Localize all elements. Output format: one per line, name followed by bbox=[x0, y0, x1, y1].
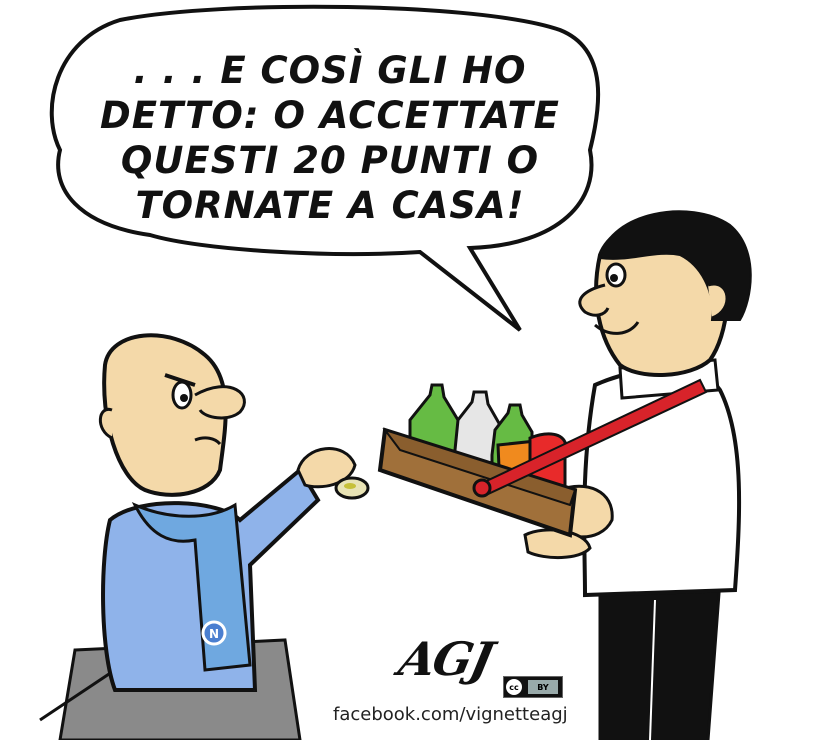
cc-mark: cc bbox=[506, 679, 522, 695]
by-mark: BY bbox=[528, 680, 558, 694]
artist-signature: AGJ bbox=[394, 632, 497, 686]
seated-man bbox=[40, 335, 368, 740]
vendor-trousers bbox=[600, 580, 720, 740]
napoli-badge-icon bbox=[203, 622, 225, 644]
speech-line-3: QUESTI 20 PUNTI O bbox=[120, 139, 540, 182]
speech-bubble-text bbox=[70, 48, 590, 228]
creative-commons-icon bbox=[503, 676, 563, 698]
svg-text:N: N bbox=[208, 627, 220, 641]
facebook-credit: facebook.com/vignetteagj bbox=[333, 704, 568, 725]
speech-line-4: TORNATE A CASA! bbox=[135, 184, 525, 227]
speech-line-2: DETTO: O ACCETTATE bbox=[100, 94, 560, 137]
speech-line-1: . . . E COSÌ GLI HO bbox=[133, 49, 527, 92]
